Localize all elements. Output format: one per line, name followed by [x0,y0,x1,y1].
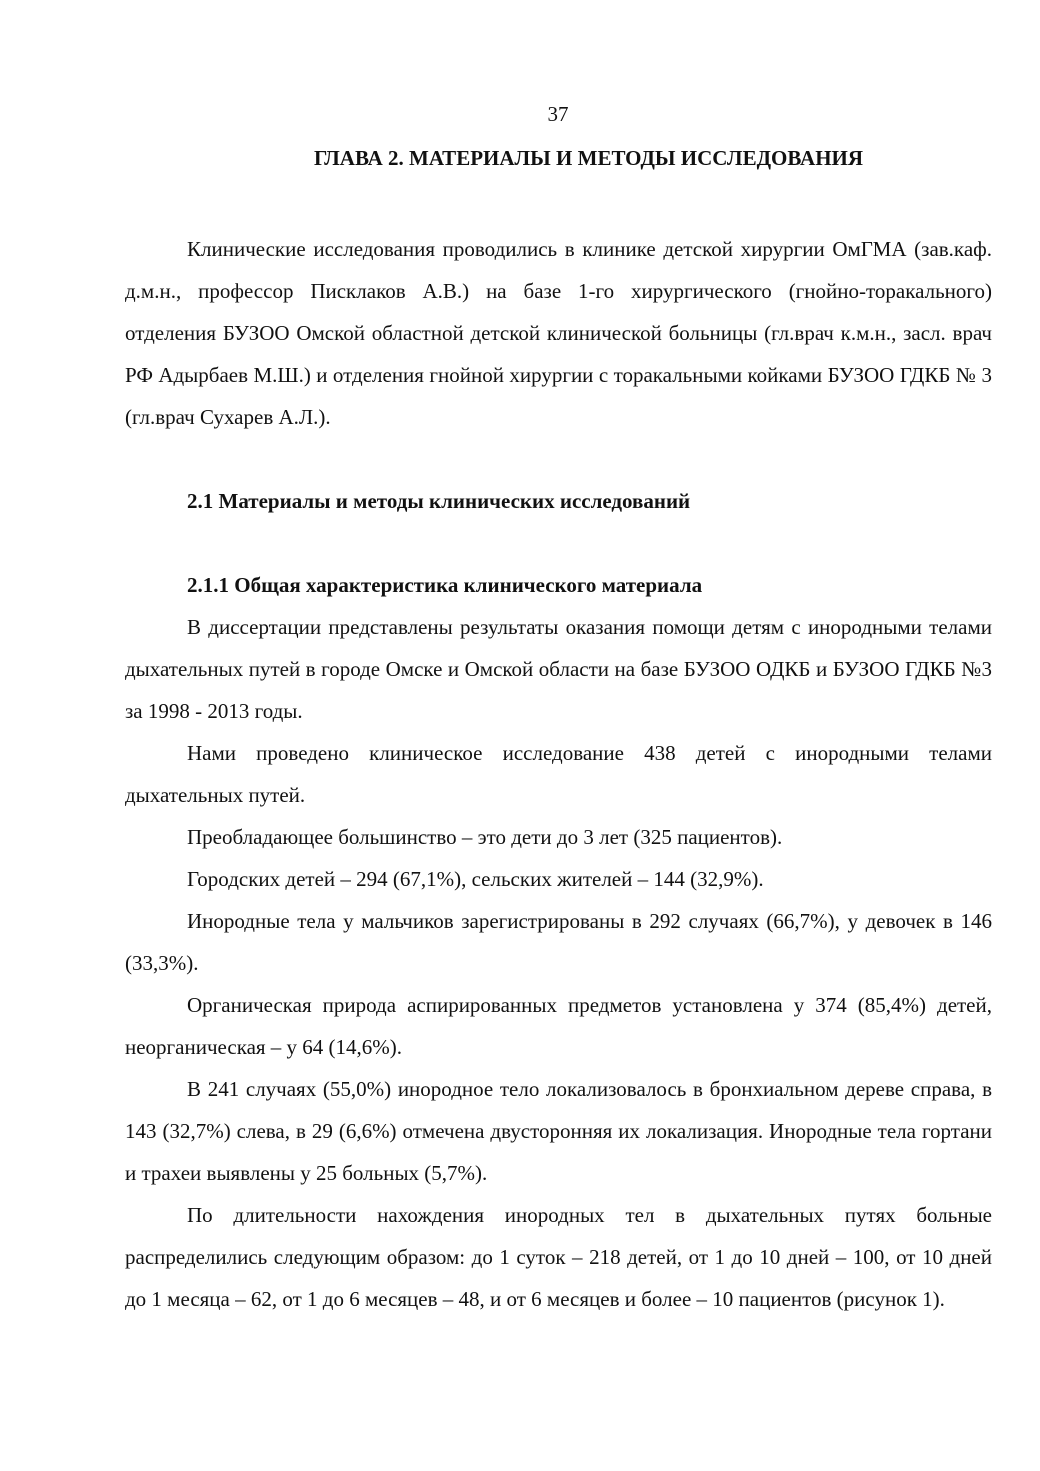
paragraph-duration: По длительности нахождения инородных тел в дыхательных путях больные распределились следующим образом: до 1 суток – 218 детей, от 1 до 10 дней – 100, от 10 дней до 1 месяца – 62, от 1 до 6 месяцев – 48, и от 6 месяцев и более – 10 пациентов (рисунок 1). [125,1203,992,1311]
section-title-2-1: 2.1 Материалы и методы клинических исследований [187,489,691,513]
section-title-2-1-1: 2.1.1 Общая характеристика клинического материала [187,573,703,597]
paragraph-age-majority: Преобладающее большинство – это дети до 3 лет (325 пациентов). [187,825,783,849]
paragraph-urban-rural: Городских детей – 294 (67,1%), сельских жителей – 144 (32,9%). [187,867,764,891]
paragraph-nature: Органическая природа аспирированных предметов установлена у 374 (85,4%) детей, неорганическая – у 64 (14,6%). [125,993,992,1059]
paragraph-localization: В 241 случаях (55,0%) инородное тело локализовалось в бронхиальном дереве справа, в 143 (32,7%) слева, в 29 (6,6%) отмечена двусторонняя их локализация. Инородные тела гортани и трахеи выявлены у 25 больных (5,7%). [125,1077,992,1185]
chapter-title: ГЛАВА 2. МАТЕРИАЛЫ И МЕТОДЫ ИССЛЕДОВАНИЯ [313,146,864,170]
paragraph-dissertation-scope: В диссертации представлены результаты оказания помощи детям с инородными телами дыхательных путей в городе Омске и Омской области на базе БУЗОО ОДКБ и БУЗОО ГДКБ №3 за 1998 - 2013 годы. [125,615,992,723]
page-number: 37 [547,102,569,126]
paragraph-gender: Инородные тела у мальчиков зарегистрированы в 292 случаях (66,7%), у девочек в 146 (33,3%). [125,909,992,975]
paragraph-study-size: Нами проведено клиническое исследование 438 детей с инородными телами дыхательных путей. [125,741,992,807]
intro-paragraph: Клинические исследования проводились в клинике детской хирургии ОмГМА (зав.каф. д.м.н., профессор Писклаков А.В.) на базе 1-го хирургического (гнойно-торакального) отделения БУЗОО Омской областной детской клинической больницы (гл.врач к.м.н., засл. врач РФ Адырбаев М.Ш.) и отделения гнойной хирургии с торакальными койками БУЗОО ГДКБ № 3 (гл.врач Сухарев А.Л.). [125,237,992,429]
page-content [125,140,992,1320]
